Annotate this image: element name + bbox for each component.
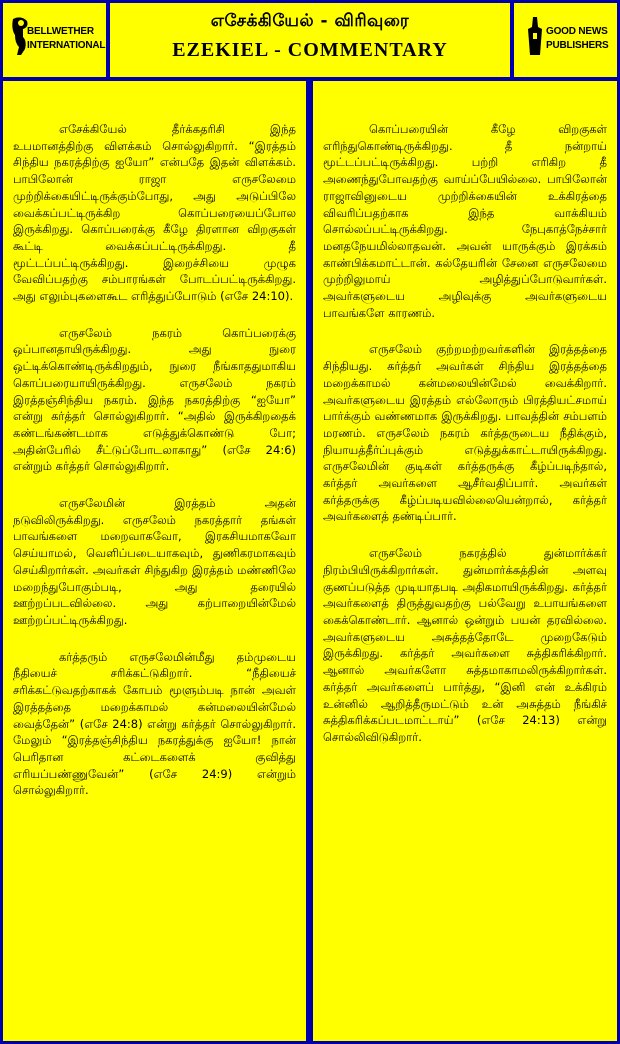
paragraph: எருசலேம் நகரம் கொப்பரைக்கு ஒப்பானதாயிருக்கிறது. அது நுரை ஒட்டிக்கொண்டிருக்கிறதும், நுரை நீங்காததுமாகிய கொப்பரையாயிருக்கிறது. எருசலேம் நகரம் இரத்தஞ்சிந்திய நகரம். இந்த நகரத்திற்கு “ஐயோ” என்று கர்த்தர் சொல்லுகிறார். “அதில் இருக்கிறதைக் கண்டங்கண்டமாக எடுத்துக்கொண்டு போ; அதின்பேரில் சீட்டுப்போடலாகாது” (எசே 24:6) என்றும் கர்த்தர் சொல்லுகிறார். xyxy=(13,325,296,474)
publisher-logo-right xyxy=(514,3,617,77)
good-news-logo-text xyxy=(546,25,608,53)
publisher-logo-left xyxy=(3,3,106,77)
logo-line1: GOOD NEWS xyxy=(546,26,608,37)
good-news-tower-icon xyxy=(524,15,546,57)
logo-line2: INTERNATIONAL xyxy=(27,40,106,51)
paragraph: கொப்பரையின் கீழே விறகுகள் எரிந்துகொண்டிருக்கிறது. தீ நன்றாய் மூட்டப்பட்டிருக்கிறது. பற்றி எரிகிற தீ அணைந்துபோவதற்கு வாய்ப்பேயில்லை. பாபிலோன் ராஜாவினுடைய முற்றிக்கையின் உக்கிரத்தை விவரிப்பதற்காக இந்த வாக்கியம் சொல்லப்பட்டிருக்கிறது. நேபுகாத்நேச்சார் மனதநேயமில்லாதவன். அவன் யாருக்கும் இரக்கம் காண்பிக்கமாட்டான். கல்தேயரின் சேனை எருசலேமை முற்றிலுமாய் அழித்துப்போடுவார்கள். அவர்களுடைய அழிவுக்கு அவர்களுடைய பாவங்களே காரணம். xyxy=(323,122,607,320)
logo-line1: BELLWETHER xyxy=(27,26,94,37)
paragraph: எருசலேமின் இரத்தம் அதன் நடுவிலிருக்கிறது. எருசலேம் நகரத்தார் தங்கள் பாவங்களை மறைவாகவோ, இரகசியமாகவோ செய்யாமல், வெளிப்படையாகவும், துணிகரமாகவும் செய்கிறார்கள். அவர்கள் சிந்துகிற இரத்தம் மண்ணிலே மறைந்துபோகும்படி, அது தரையில் ஊற்றப்படவில்லை. அது கற்பாறையின்மேல் ஊற்றப்பட்டிருக்கிறது. xyxy=(13,496,296,627)
title-tamil: எசேக்கியேல் - விரிவுரை xyxy=(210,11,410,31)
right-column xyxy=(313,81,617,1041)
left-column xyxy=(3,81,306,1041)
paragraph: எருசலேம் குற்றமற்றவர்களின் இரத்தத்தை சிந்தியது. கர்த்தர் அவர்கள் சிந்திய இரத்தத்தை மறைக்காமல் கன்மலையின்மேல் வைக்கிறார். அவர்களுடைய இரத்தம் எல்லோரும் பிரத்தியட்சமாய் பார்க்கும் வண்ணமாக இருக்கிறது. பாவத்தின் சம்பளம் மரணம். எருசலேம் நகரம் கர்த்தருடைய நீதிக்கும், நியாயத்தீர்ப்புக்கும் எடுத்துக்காட்டாயிருக்கிறது. எருசலேமின் குடிகள் கர்த்தருக்கு கீழ்ப்படிந்தால், கர்த்தர் அவர்களை ஆசீர்வதிப்பார். அவர்கள் கர்த்தருக்கு கீழ்ப்படியவில்லையென்றால், கர்த்தர் அவர்களைத் தண்டிப்பார். xyxy=(323,342,607,524)
bellwether-logo-text xyxy=(27,25,105,53)
logo-line2: PUBLISHERS xyxy=(546,40,609,51)
page-header xyxy=(110,3,510,77)
paragraph: எசேக்கியேல் தீர்க்கதரிசி இந்த உபமானத்திற்கு விளக்கம் சொல்லுகிறார். “இரத்தம் சிந்திய நகரத்திற்கு ஐயோ” என்பதே இதன் விளக்கம். பாபிலோன் ராஜா எருசலேமை முற்றிக்கையிட்டிருக்கும்போது, அது அடுப்பிலே வைக்கப்பட்டிருக்கிற கொப்பரையைப்போல இருக்கிறது. கொப்பரைக்கு கீழே திரளான விறகுகள் கூட்டி வைக்கப்பட்டிருக்கிறது. தீ மூட்டப்பட்டிருக்கிறது. இறைச்சியை முழுக வேவிப்பதற்கு சம்பாரங்கள் போடப்பட்டிருக்கிறது. அது எலும்புகளைகூட எரித்துப்போடும் (எசே 24:10). xyxy=(13,122,296,304)
paragraph: எருசலேம் நகரத்தில் துன்மார்க்கர் நிரம்பியிருக்கிறார்கள். துன்மார்க்கத்தின் அளவு குணப்படுத்த முடியாதபடி அதிகமாயிருக்கிறது. கர்த்தர் அவர்களைத் திருத்துவதற்கு பல்வேறு உபாயங்களை கைக்கொண்டார். ஆனால் ஒன்றும் பயன் தரவில்லை. அவர்களுடைய அசுத்தத்தோடே முறைகேடும் இருக்கிறது. கர்த்தர் அவர்களை சுத்திகரிக்கிறார். ஆனால் அவர்களோ சுத்தமாகாமலிருக்கிறார்கள். கர்த்தர் அவர்களைப் பார்த்து, “இனி என் உக்கிரம் உன்னில் ஆறித்தீருமட்டும் உன் அசுத்தம் நீங்கிச் சுத்திகரிக்கப்படமாட்டாய்” (எசே 24:13) என்று சொல்லிவிடுகிறார். xyxy=(323,546,607,744)
paragraph: கர்த்தரும் எருசலேமின்மீது தம்முடைய நீதியைச் சரிக்கட்டுகிறார். “நீதியைச் சரிக்கட்டுவதற்காகக் கோபம் மூளும்படி நான் அவள் இரத்தத்தை மறைக்காமல் கன்மலையின்மேல் வைத்தேன்” (எசே 24:8) என்று கர்த்தர் சொல்லுகிறார். மேலும் “இரத்தஞ்சிந்திய நகரத்துக்கு ஐயோ! நான் பெரிதான கட்டைகளைக் குவித்து எரியப்பண்ணுவேன்” (எசே 24:9) என்றும் சொல்லுகிறார். xyxy=(13,649,296,798)
title-english: EZEKIEL - COMMENTARY xyxy=(172,39,448,61)
